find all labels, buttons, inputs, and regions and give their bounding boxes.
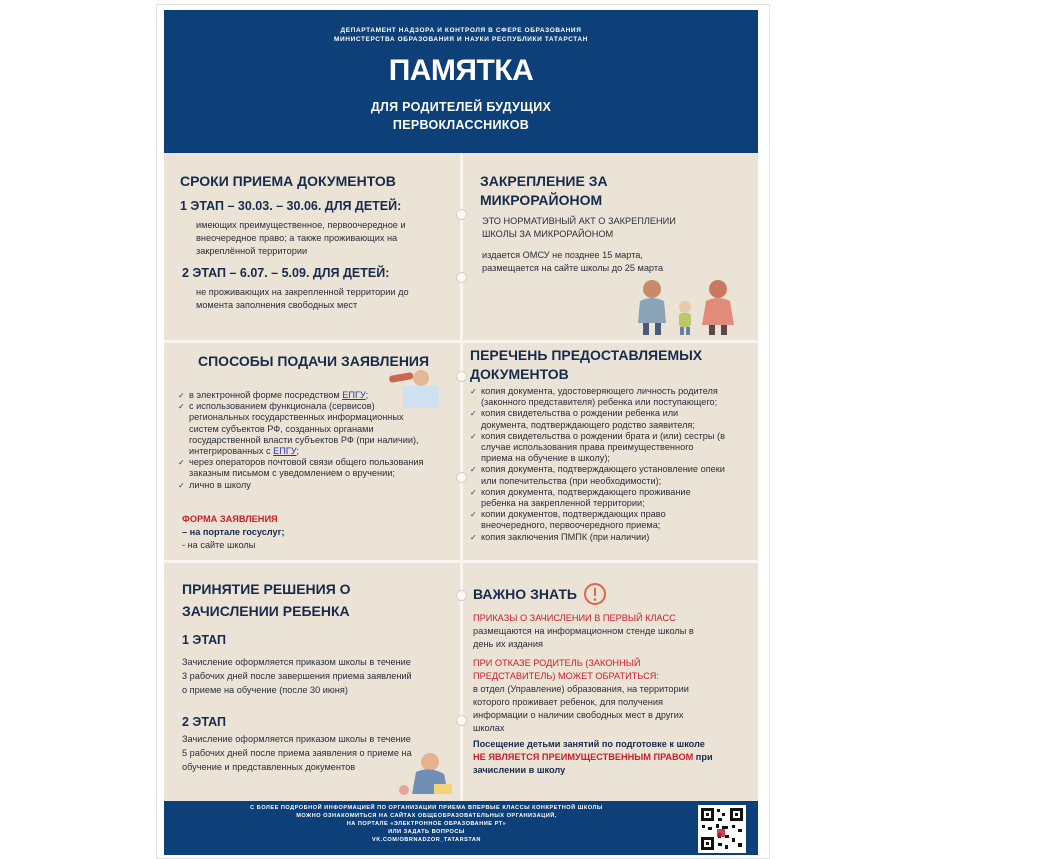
horizontal-divider bbox=[164, 560, 758, 563]
stage2-text bbox=[196, 286, 409, 312]
item-text: ; bbox=[365, 390, 369, 400]
bold-note bbox=[473, 751, 753, 764]
text-line: школах bbox=[473, 723, 505, 733]
stage1-heading: 1 ЭТАП – 30.03. – 30.06. ДЛЯ ДЕТЕЙ: bbox=[180, 199, 402, 213]
qr-code-icon bbox=[698, 805, 746, 853]
list-item bbox=[470, 464, 756, 486]
poster-footer bbox=[164, 801, 758, 855]
form-option: – на портале госуслуг; bbox=[182, 527, 285, 537]
text-line: региональных государственных информационных bbox=[189, 412, 404, 423]
heading-line: МИКРОРАЙОНОМ bbox=[480, 192, 603, 208]
text-line: ✓ копии документов, подтверждающих право bbox=[481, 509, 666, 520]
footer-text bbox=[234, 805, 619, 845]
text-line: ✓ копия документа, подтверждающего установление опеки bbox=[481, 464, 725, 475]
form-section bbox=[182, 513, 285, 552]
child-reading-illustration bbox=[394, 750, 456, 800]
family-illustration bbox=[630, 275, 746, 337]
important-text bbox=[473, 612, 753, 777]
text-line: (законного представителя) ребенка или поступающего; bbox=[481, 397, 718, 408]
text-line: ✓ копия свидетельства о рождении брата и (или) сестры (в bbox=[481, 430, 725, 441]
list-item bbox=[178, 457, 458, 479]
important-heading: ВАЖНО ЗНАТЬ bbox=[473, 586, 577, 602]
text-line: ШКОЛЫ ЗА МИКРОРАЙОНОМ bbox=[482, 229, 614, 239]
footer-line: МОЖНО ОЗНАКОМИТЬСЯ НА САЙТАХ ОБЩЕОБРАЗОВАТЕЛЬНЫХ ОРГАНИЗАЦИЙ, bbox=[296, 812, 557, 819]
parent-figure bbox=[702, 280, 734, 335]
text-line: в отдел (Управление) образования, на территории bbox=[473, 684, 689, 694]
timeline-dot bbox=[456, 371, 467, 382]
highlight-text: НЕ ЯВЛЯЕТСЯ ПРЕИМУЩЕСТВЕННЫМ ПРАВОМ bbox=[473, 752, 694, 762]
text-line: о приеме на обучение (после 30 июня) bbox=[182, 685, 348, 695]
form-heading: ФОРМА ЗАЯВЛЕНИЯ bbox=[182, 514, 278, 524]
text-line: имеющих преимущественное, первоочередное и bbox=[196, 220, 406, 230]
text-line: день их издания bbox=[473, 639, 543, 649]
list-item: ✓ копия заключения ПМПК (при наличии) bbox=[470, 532, 756, 543]
list-item: ✓ лично в школу bbox=[178, 480, 458, 491]
qr-code[interactable] bbox=[698, 805, 746, 853]
text-line: размещаются на информационном стенде школы в bbox=[473, 626, 694, 636]
epgu-link[interactable]: ЕПГУ bbox=[273, 446, 297, 457]
text-line: ребенка на закрепленной территории; bbox=[481, 498, 645, 509]
text-line: обучение и представленных документов bbox=[182, 762, 356, 772]
child-figure bbox=[679, 301, 691, 335]
text-line: приема на обучение в школу); bbox=[481, 453, 610, 464]
text-line: 3 рабочих дней после завершения приема заявлений bbox=[182, 671, 412, 681]
heading-line: ЗАЧИСЛЕНИИ РЕБЕНКА bbox=[182, 603, 350, 619]
methods-list bbox=[178, 390, 458, 491]
item-text: в электронной форме посредством bbox=[189, 390, 343, 400]
text-line: случае использования права преимущественного bbox=[481, 442, 694, 453]
decision-stage2-heading: 2 ЭТАП bbox=[182, 715, 227, 729]
district-heading bbox=[480, 172, 608, 210]
item-text: интегрированных с bbox=[189, 446, 274, 457]
list-item bbox=[470, 487, 756, 509]
text-line: ✓ через операторов почтовой связи общего пользования bbox=[189, 457, 424, 468]
decision-stage1-heading: 1 ЭТАП bbox=[182, 633, 227, 647]
district-text-act bbox=[482, 215, 676, 241]
red-notice: ПРИКАЗЫ О ЗАЧИСЛЕНИИ В ПЕРВЫЙ КЛАСС bbox=[473, 613, 676, 623]
timeline-dot bbox=[456, 209, 467, 220]
timeline-dot bbox=[456, 272, 467, 283]
subtitle-line: ПЕРВОКЛАССНИКОВ bbox=[392, 118, 530, 132]
documents-list bbox=[470, 386, 756, 543]
horizontal-divider bbox=[164, 340, 758, 343]
text-line: Зачисление оформляется приказом школы в течение bbox=[182, 734, 411, 744]
text-line: ЭТО НОРМАТИВНЫЙ АКТ О ЗАКРЕПЛЕНИИ bbox=[482, 216, 676, 226]
list-item bbox=[470, 408, 756, 430]
text-line: или попечительства (при необходимости); bbox=[481, 475, 662, 486]
bold-note: зачислении в школу bbox=[473, 765, 566, 775]
red-notice: ПРИ ОТКАЗЕ РОДИТЕЛЬ (ЗАКОННЫЙ bbox=[473, 658, 641, 668]
text-line: ✓ копия документа, удостоверяющего личность родителя bbox=[481, 386, 718, 396]
list-item bbox=[470, 431, 756, 465]
text-line: не проживающих на закрепленной территории до bbox=[196, 287, 409, 297]
list-item bbox=[178, 401, 458, 457]
leaflet-poster bbox=[164, 10, 758, 855]
list-item bbox=[470, 386, 756, 408]
item-text: ; bbox=[296, 446, 300, 457]
department-line: ДЕПАРТАМЕНТ НАДЗОРА И КОНТРОЛЯ В СФЕРЕ ОБРАЗОВАНИЯ bbox=[340, 27, 582, 34]
text-line: ✓ копия свидетельства о рождении ребенка или bbox=[481, 408, 679, 419]
parent-figure bbox=[638, 280, 666, 335]
district-text-dates bbox=[482, 249, 663, 275]
text-line: документа, подтверждающего родство заявителя; bbox=[481, 419, 695, 430]
red-notice: ПРЕДСТАВИТЕЛЬ) МОЖЕТ ОБРАТИТЬСЯ: bbox=[473, 671, 659, 681]
subtitle-line: ДЛЯ РОДИТЕЛЕЙ БУДУЩИХ bbox=[370, 100, 552, 114]
decision-heading bbox=[182, 578, 351, 622]
epgu-link[interactable]: ЕПГУ bbox=[342, 390, 366, 400]
bold-note: Посещение детьми занятий по подготовке к школе bbox=[473, 739, 705, 749]
methods-heading: СПОСОБЫ ПОДАЧИ ЗАЯВЛЕНИЯ bbox=[198, 353, 430, 369]
text-line: ✓ копия документа, подтверждающего проживание bbox=[481, 486, 691, 497]
text-line: внеочередного, первоочередного приема; bbox=[481, 520, 661, 531]
footer-line: НА ПОРТАЛЕ «ЭЛЕКТРОННОЕ ОБРАЗОВАНИЕ РТ» bbox=[346, 820, 507, 827]
decision-stage2-text bbox=[182, 732, 412, 774]
timeline-dot bbox=[456, 590, 467, 601]
footer-link[interactable]: VK.COM/OBRNADZOR_TATARSTAN bbox=[372, 836, 481, 843]
footer-line: ИЛИ ЗАДАТЬ ВОПРОСЫ bbox=[388, 828, 465, 835]
text-line: ✓ с использованием функционала (сервисов) bbox=[189, 401, 375, 412]
text-line: государственной власти субъектов РФ (при наличии), bbox=[189, 434, 419, 445]
department-line: МИНИСТЕРСТВА ОБРАЗОВАНИЯ И НАУКИ РЕСПУБЛИКИ ТАТАРСТАН bbox=[334, 36, 588, 43]
heading-line: ПРИНЯТИЕ РЕШЕНИЯ О bbox=[182, 581, 351, 597]
text-line: издается ОМСУ не позднее 15 марта, bbox=[482, 250, 643, 260]
poster-title: ПАМЯТКА bbox=[388, 54, 534, 87]
timeline-dot bbox=[456, 715, 467, 726]
form-option: - на сайте школы bbox=[182, 540, 256, 550]
list-item bbox=[178, 390, 458, 401]
list-item bbox=[470, 509, 756, 531]
poster-subtitle bbox=[164, 98, 758, 134]
heading-line: ПЕРЕЧЕНЬ ПРЕДОСТАВЛЯЕМЫХ bbox=[470, 347, 703, 363]
poster-header bbox=[164, 10, 758, 153]
text-line: Зачисление оформляется приказом школы в течение bbox=[182, 657, 411, 667]
text-line: закреплённой территории bbox=[196, 246, 308, 256]
decision-stage1-text bbox=[182, 655, 412, 697]
text-line: информации о наличии свободных мест в других bbox=[473, 710, 684, 720]
text-line: момента заполнения свободных мест bbox=[196, 300, 358, 310]
deadlines-heading: СРОКИ ПРИЕМА ДОКУМЕНТОВ bbox=[180, 173, 396, 189]
text-line: внеочередное право; а также проживающих на bbox=[196, 233, 398, 243]
text-line: которого проживает ребенок, для получения bbox=[473, 697, 663, 707]
note-text: при bbox=[693, 752, 713, 762]
department-name bbox=[164, 26, 758, 44]
stage1-text bbox=[196, 219, 406, 258]
footer-line: С БОЛЕЕ ПОДРОБНОЙ ИНФОРМАЦИЕЙ ПО ОРГАНИЗАЦИИ ПРИЕМА ВПЕРВЫЕ КЛАССЫ КОНКРЕТНОЙ ШКОЛЫ bbox=[250, 805, 603, 811]
heading-line: ДОКУМЕНТОВ bbox=[470, 366, 569, 382]
documents-heading bbox=[470, 346, 702, 384]
stage2-heading: 2 ЭТАП – 6.07. – 5.09. ДЛЯ ДЕТЕЙ: bbox=[182, 266, 390, 280]
text-line: систем субъектов РФ, созданных органами bbox=[189, 423, 374, 434]
text-line: 5 рабочих дней после приема заявления о приеме на bbox=[182, 748, 412, 758]
text-line: размещается на сайте школы до 25 марта bbox=[482, 263, 664, 273]
text-line: заказным письмом с уведомлением о вручении; bbox=[189, 468, 395, 479]
heading-line: ЗАКРЕПЛЕНИЕ ЗА bbox=[480, 173, 608, 189]
text-line bbox=[189, 446, 458, 457]
warning-icon bbox=[583, 582, 607, 606]
